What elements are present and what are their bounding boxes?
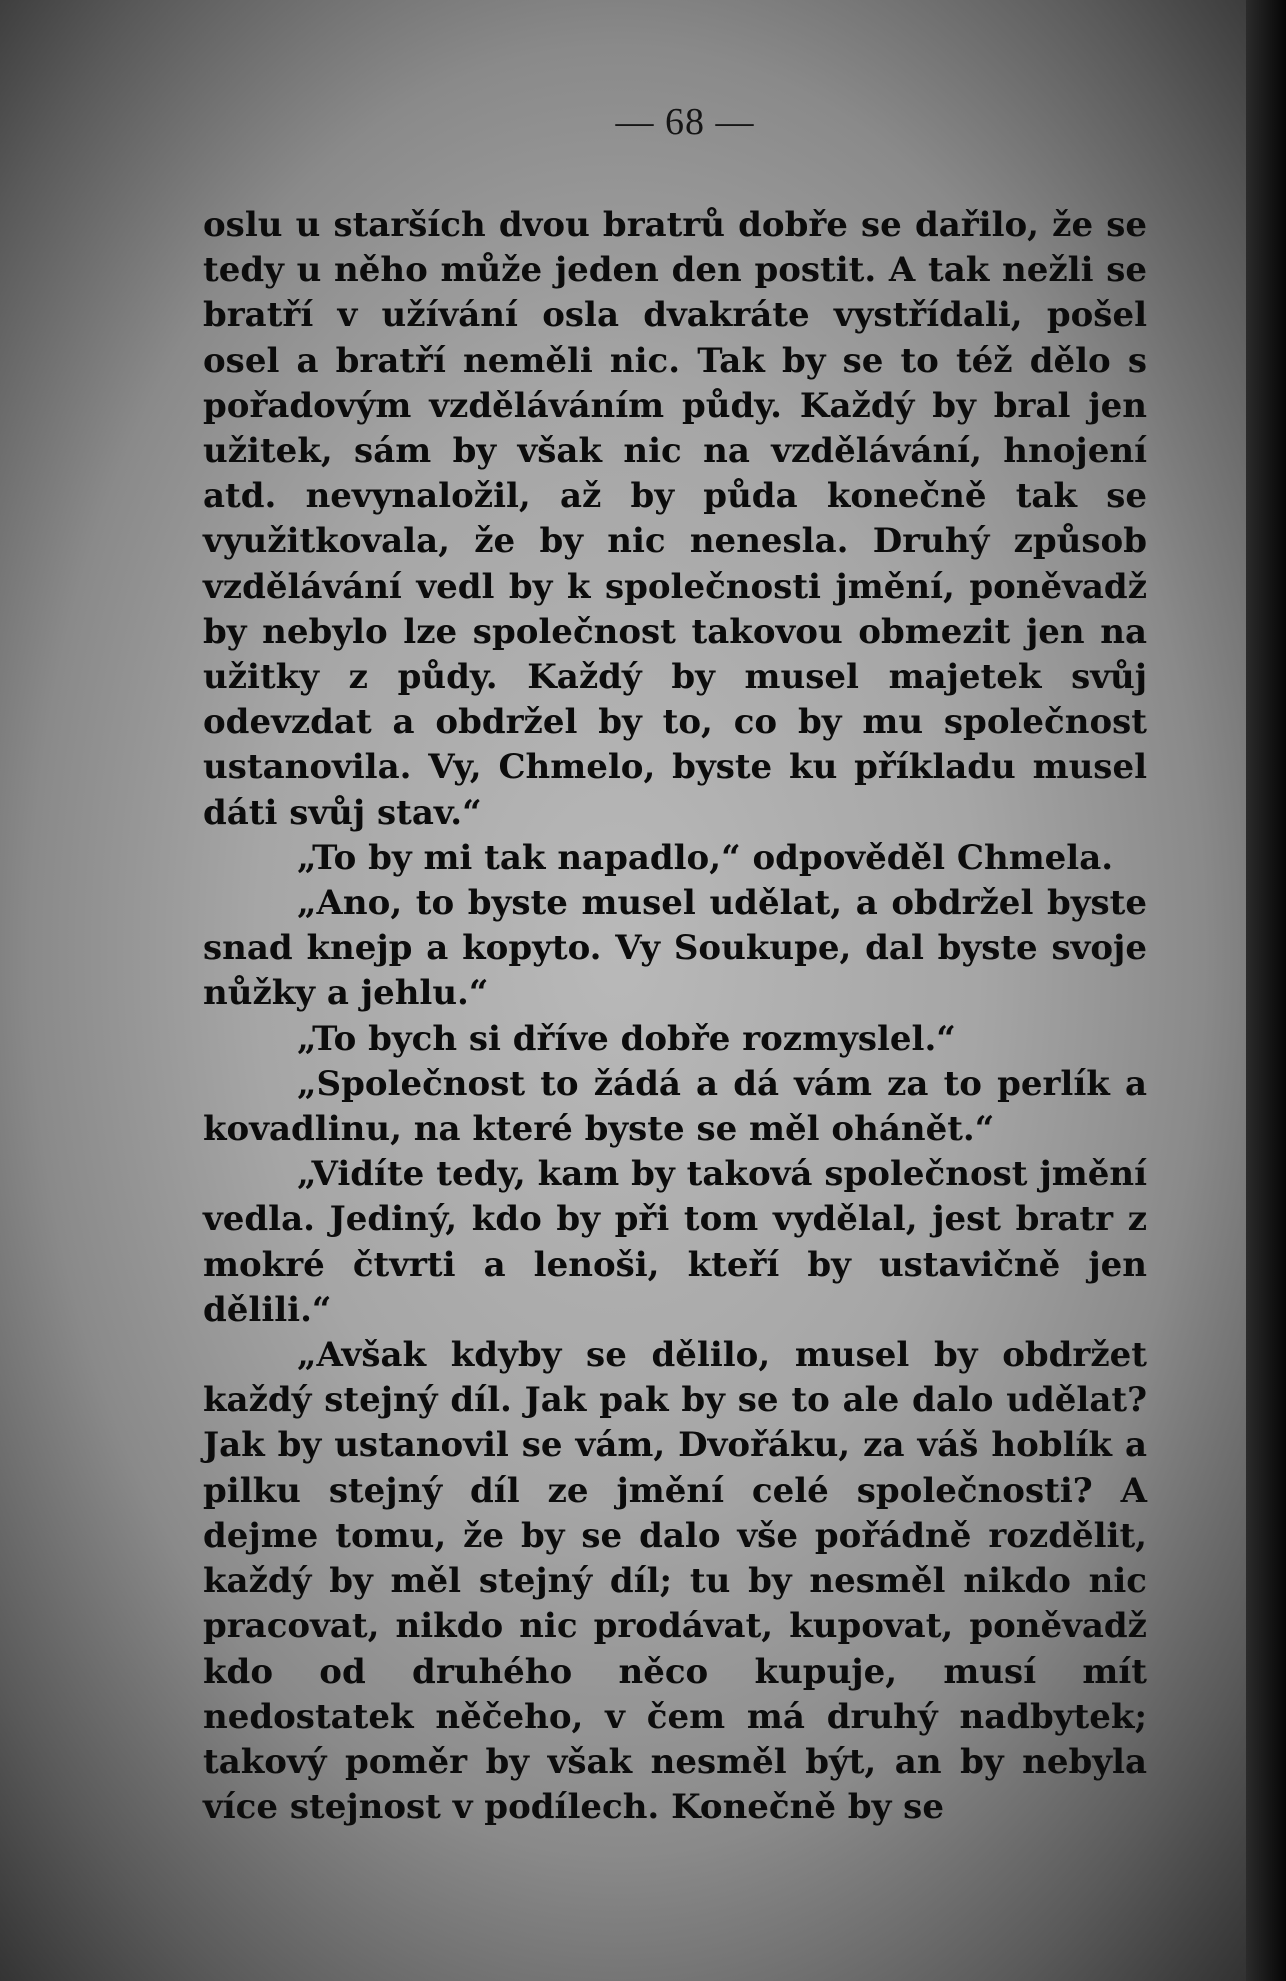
body-text: [203, 203, 1147, 1830]
paragraph: „Ano, to byste musel udělat, a obdržel byste snad knejp a kopyto. Vy Soukupe, dal byste svoje nůžky a jehlu.“: [203, 883, 1147, 1014]
paragraph: „Společnost to žádá a dá vám za to perlík a kovadlinu, na které byste se měl ohánět.“: [203, 1063, 1147, 1150]
paragraph: „To by mi tak napadlo,“ odpověděl Chmela.: [297, 837, 1114, 878]
paragraph: „To bych si dříve dobře rozmyslel.“: [297, 1018, 956, 1059]
page-number: — 68 —: [615, 101, 755, 143]
paragraph: „Vidíte tedy, kam by taková společnost jmění vedla. Jediný, kdo by při tom vydělal, jest bratr z mokré čtvrti a lenoši, kteří by ustavičně jen dělili.“: [203, 1154, 1147, 1330]
paragraph: oslu u starších dvou bratrů dobře se dařilo, že se tedy u něho může jeden den postit. A tak nežli se bratří v užívání osla dvakráte vystřídali, pošel osel a bratří neměli nic. Tak by se to též dělo s pořadovým vzděláváním půdy. Každý by bral jen užitek, sám by však nic na vzdělávání, hnojení atd. nevynaložil, až by půda konečně tak se využitkovala, že by nic nenesla. Druhý způsob vzdělávání vedl by k společnosti jmění, poněvadž by nebylo lze společnost takovou obmezit jen na užitky z půdy. Každý by musel majetek svůj odevzdat a obdržel by to, co by mu společnost ustanovila. Vy, Chmelo, byste ku příkladu musel dáti svůj stav.“: [203, 205, 1147, 833]
paragraph: „Avšak kdyby se dělilo, musel by obdržet každý stejný díl. Jak pak by se to ale dalo udělat? Jak by ustanovil se vám, Dvořáku, za váš hoblík a pilku stejný díl ze jmění celé společnosti? A dejme tomu, že by se dalo vše pořádně rozdělit, každý by měl stejný díl; tu by nesměl nikdo nic pracovat, nikdo nic prodávat, kupovat, poněvadž kdo od druhého něco kupuje, musí mít nedostatek něčeho, v čem má druhý nadbytek; takový poměr by však nesměl být, an by nebyla více stejnost v podílech. Konečně by se: [203, 1335, 1147, 1828]
book-binding-edge: [1246, 0, 1286, 1981]
